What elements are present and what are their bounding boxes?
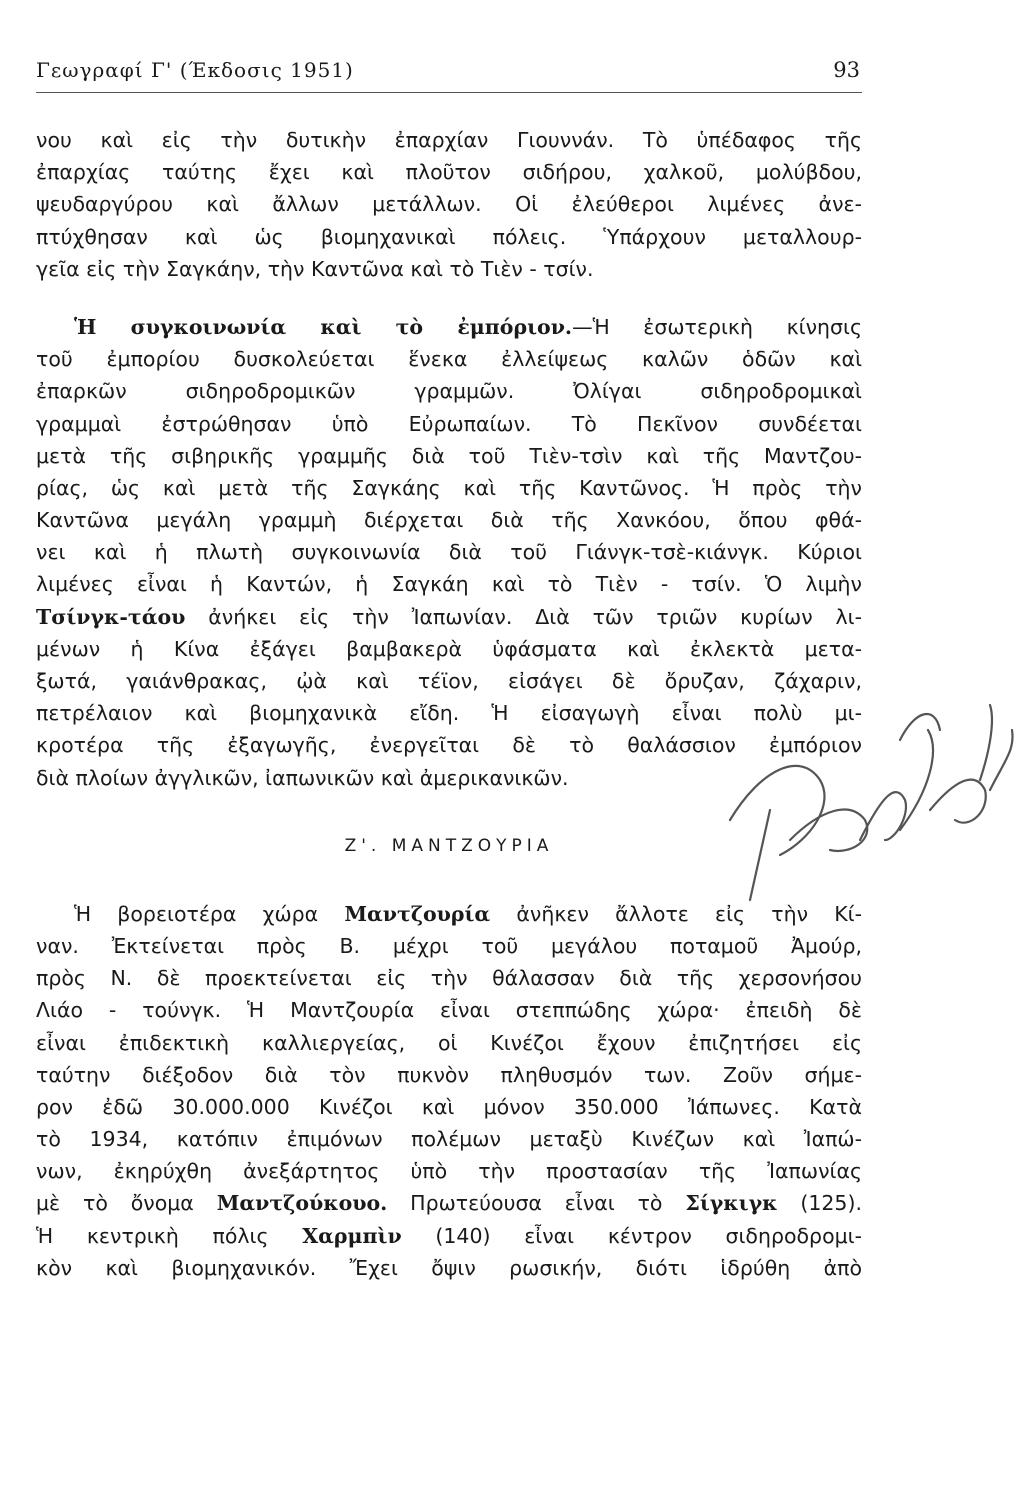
text-line: κροτέρα τῆς ἐξαγωγῆς, ἐνεργεῖται δὲ τὸ θαλάσσιον ἐμπόριον [36, 733, 862, 758]
text-line: νων, ἐκηρύχθη ἀνεξάρτητος ὑπὸ τὴν προστασίαν τῆς Ἰαπωνίας [36, 1159, 862, 1184]
paragraph-1 [36, 124, 862, 285]
bold-term: Χαρμπὶν [302, 1223, 402, 1248]
section-heading: Ζ'. ΜΑΝΤΖΟΥΡΙΑ [344, 835, 554, 856]
page-header [36, 58, 862, 93]
text-line: Ἡ βορειοτέρα χώρα Μαντζουρία ἀνῆκεν ἄλλοτε εἰς τὴν Κί- [74, 901, 863, 926]
text-line: ρον ἐδῶ 30.000.000 Κινέζοι καὶ μόνον 350.000 Ἰάπωνες. Κατὰ [36, 1094, 862, 1119]
text-line: Ἡ κεντρικὴ πόλις Χαρμπὶν (140) εἶναι κέντρον σιδηροδρομι- [36, 1223, 862, 1248]
paragraph-3 [36, 898, 862, 1284]
bold-term: Μαντζουρία [344, 901, 491, 926]
text-line: ναν. Ἐκτείνεται πρὸς Β. μέχρι τοῦ μεγάλου ποταμοῦ Ἀμούρ, [36, 933, 862, 958]
text-line: ρίας, ὡς καὶ μετὰ τῆς Σαγκάης καὶ τῆς Καντῶνος. Ἡ πρὸς τὴν [36, 475, 862, 500]
text-line: ἐπαρκῶν σιδηροδρομικῶν γραμμῶν. Ὀλίγαι σιδηροδρομικαὶ [36, 379, 862, 404]
bold-term: Τσίνγκ-τάου [36, 604, 186, 629]
text-line: μένων ἡ Κίνα ἐξάγει βαμβακερὰ ὑφάσματα καὶ ἐκλεκτὰ μετα- [36, 636, 862, 661]
handwritten-signature [690, 690, 1014, 910]
text-line: κὸν καὶ βιομηχανικόν. Ἔχει ὄψιν ρωσικήν, διότι ἱδρύθη ἀπὸ [36, 1255, 862, 1280]
text-line: ταύτην διέξοδον διὰ τὸν πυκνὸν πληθυσμόν των. Ζοῦν σήμε- [36, 1062, 862, 1087]
text-line: διὰ πλοίων ἀγγλικῶν, ἰαπωνικῶν καὶ ἀμερικανικῶν. [36, 765, 569, 790]
text-line: τὸ 1934, κατόπιν ἐπιμόνων πολέμων μεταξὺ Κινέζων καὶ Ἰαπώ- [36, 1127, 862, 1152]
text-line: νει καὶ ἡ πλωτὴ συγκοινωνία διὰ τοῦ Γιάνγκ-τσὲ-κιάνγκ. Κύριοι [36, 540, 862, 565]
text-line: ἐπαρχίας ταύτης ἔχει καὶ πλοῦτον σιδήρου, χαλκοῦ, μολύβδου, [36, 160, 862, 185]
text-line: μετὰ τῆς σιβηρικῆς γραμμῆς διὰ τοῦ Τιὲν-τσὶν καὶ τῆς Μαντζου- [36, 443, 862, 468]
text-line: πρὸς Ν. δὲ προεκτείνεται εἰς τὴν θάλασσαν διὰ τῆς χερσονήσου [36, 966, 862, 991]
section-subheading: Ἡ συγκοινωνία καὶ τὸ ἐμπόριον. [74, 314, 573, 339]
text-line: Ἡ συγκοινωνία καὶ τὸ ἐμπόριον.—Ἡ ἐσωτερικὴ κίνησις [74, 314, 862, 339]
text-line: νου καὶ εἰς τὴν δυτικὴν ἐπαρχίαν Γιουννάν. Τὸ ὑπέδαφος τῆς [36, 128, 862, 152]
bold-term: Σίγκιγκ [685, 1191, 778, 1216]
text-line: Τσίνγκ-τάου ἀνήκει εἰς τὴν Ἰαπωνίαν. Διὰ τῶν τριῶν κυρίων λι- [36, 604, 862, 629]
text-line: μὲ τὸ ὄνομα Μαντζούκουο. Πρωτεύουσα εἶναι τὸ Σίγκιγκ (125). [36, 1191, 862, 1216]
text-line: γραμμαὶ ἐστρώθησαν ὑπὸ Εὐρωπαίων. Τὸ Πεκῖνον συνδέεται [36, 411, 862, 436]
text-line: Λιάο - τούνγκ. Ἡ Μαντζουρία εἶναι στεππώδης χώρα· ἐπειδὴ δὲ [36, 998, 862, 1023]
text-line: ξωτά, γαιάνθρακας, ᾠὰ καὶ τέϊον, εἰσάγει δὲ ὄρυζαν, ζάχαριν, [36, 669, 862, 693]
text-line: τοῦ ἐμπορίου δυσκολεύεται ἕνεκα ἐλλείψεως καλῶν ὁδῶν καὶ [36, 347, 862, 372]
text-line: ψευδαργύρου καὶ ἄλλων μετάλλων. Οἱ ἐλεύθεροι λιμένες ἀνε- [36, 192, 862, 217]
text-line: λιμένες εἶναι ἡ Καντών, ἡ Σαγκάη καὶ τὸ Τιὲν - τσίν. Ὁ λιμὴν [36, 572, 862, 597]
bold-term: Μαντζούκουο. [216, 1191, 388, 1216]
text-line: Καντῶνα μεγάλη γραμμὴ διέρχεται διὰ τῆς Χανκόου, ὅπου φθά- [36, 508, 862, 533]
text-line: γεῖα εἰς τὴν Σαγκάην, τὴν Καντῶνα καὶ τὸ Τιὲν - τσίν. [36, 256, 594, 281]
text-line: πτύχθησαν καὶ ὡς βιομηχανικαὶ πόλεις. Ὑπάρχουν μεταλλουρ- [36, 224, 862, 249]
page-number: 93 [833, 58, 860, 82]
running-title: Γεωγραφί Γ' (Έκδοσις 1951) [36, 58, 354, 82]
text-line: εἶναι ἐπιδεκτικὴ καλλιεργείας, οἱ Κινέζοι ἔχουν ἐπιζητήσει εἰς [36, 1030, 862, 1055]
text-line: πετρέλαιον καὶ βιομηχανικὰ εἴδη. Ἡ εἰσαγωγὴ εἶναι πολὺ μι- [36, 701, 862, 726]
